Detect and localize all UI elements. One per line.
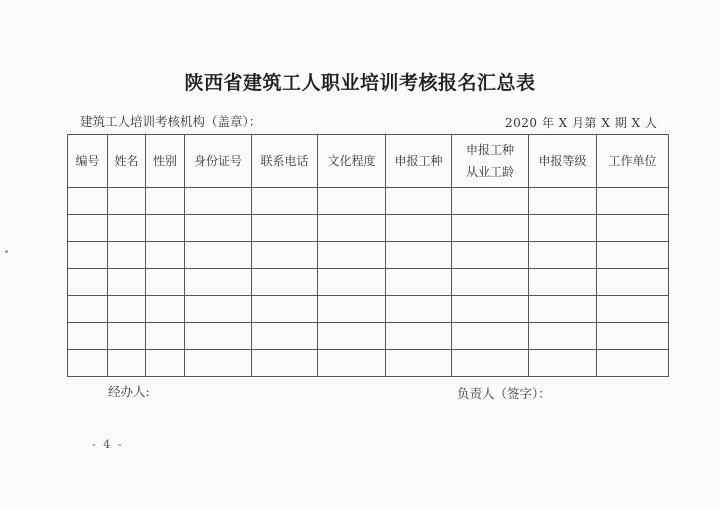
- table-cell[interactable]: [252, 215, 318, 242]
- table-cell[interactable]: [386, 269, 452, 296]
- table-row: [68, 323, 669, 350]
- table-cell[interactable]: [597, 296, 669, 323]
- table-cell[interactable]: [252, 242, 318, 269]
- handler-signature-label: 经办人:: [108, 384, 150, 399]
- table-cell[interactable]: [252, 296, 318, 323]
- table-header-row: [68, 135, 669, 188]
- table-cell[interactable]: [386, 323, 452, 350]
- table-cell[interactable]: [108, 296, 146, 323]
- issue-info: 2020 年 X 月第 X 期 X 人: [505, 116, 658, 130]
- scan-speck: [5, 250, 8, 253]
- table-cell[interactable]: [146, 242, 185, 269]
- table-cell[interactable]: [452, 323, 529, 350]
- table-cell[interactable]: [146, 269, 185, 296]
- table-cell[interactable]: [597, 269, 669, 296]
- table-cell[interactable]: [452, 242, 529, 269]
- table-cell[interactable]: [597, 242, 669, 269]
- table-cell[interactable]: [386, 215, 452, 242]
- table-cell[interactable]: [386, 350, 452, 377]
- header-cell-education: 文化程度: [318, 135, 386, 188]
- table-cell[interactable]: [318, 350, 386, 377]
- table-cell[interactable]: [146, 188, 185, 215]
- table-cell[interactable]: [68, 188, 108, 215]
- table-cell[interactable]: [185, 323, 252, 350]
- table-cell[interactable]: [529, 242, 597, 269]
- table-cell[interactable]: [108, 215, 146, 242]
- training-org-label: 建筑工人培训考核机构（盖章）：: [80, 114, 262, 129]
- table-cell[interactable]: [529, 269, 597, 296]
- table-cell[interactable]: [452, 350, 529, 377]
- table-cell[interactable]: [146, 296, 185, 323]
- table-cell[interactable]: [108, 188, 146, 215]
- table-cell[interactable]: [597, 215, 669, 242]
- table-cell[interactable]: [252, 323, 318, 350]
- table-cell[interactable]: [185, 296, 252, 323]
- table-cell[interactable]: [529, 215, 597, 242]
- table-cell[interactable]: [318, 215, 386, 242]
- table-cell[interactable]: [452, 296, 529, 323]
- table-cell[interactable]: [185, 350, 252, 377]
- table-cell[interactable]: [146, 350, 185, 377]
- table-cell[interactable]: [597, 323, 669, 350]
- table-cell[interactable]: [185, 188, 252, 215]
- table-cell[interactable]: [68, 215, 108, 242]
- table-cell[interactable]: [146, 215, 185, 242]
- table-cell[interactable]: [318, 323, 386, 350]
- table-cell[interactable]: [108, 242, 146, 269]
- page-number: - 4 -: [92, 438, 124, 451]
- header-cell-name: 姓名: [108, 135, 146, 188]
- table-cell[interactable]: [252, 188, 318, 215]
- table-cell[interactable]: [386, 296, 452, 323]
- table-cell[interactable]: [318, 296, 386, 323]
- table-row: [68, 350, 669, 377]
- header-cell-employer: 工作单位: [597, 135, 669, 188]
- table-row: [68, 188, 669, 215]
- table-cell[interactable]: [452, 269, 529, 296]
- header-cell-gender: 性别: [146, 135, 185, 188]
- table-cell[interactable]: [68, 296, 108, 323]
- table-cell[interactable]: [68, 242, 108, 269]
- table-cell[interactable]: [108, 269, 146, 296]
- table-cell[interactable]: [597, 350, 669, 377]
- table-row: [68, 242, 669, 269]
- table-row: [68, 269, 669, 296]
- table-row: [68, 296, 669, 323]
- table-cell[interactable]: [452, 215, 529, 242]
- table-cell[interactable]: [386, 188, 452, 215]
- table-cell[interactable]: [318, 269, 386, 296]
- table-cell[interactable]: [185, 269, 252, 296]
- responsible-signature-label: 负责人（签字）：: [457, 386, 551, 401]
- header-cell-phone: 联系电话: [252, 135, 318, 188]
- table-cell[interactable]: [68, 269, 108, 296]
- table-cell[interactable]: [529, 188, 597, 215]
- table-cell[interactable]: [529, 350, 597, 377]
- header-cell-number: 编号: [68, 135, 108, 188]
- header-cell-trade: 申报工种: [386, 135, 452, 188]
- table-cell[interactable]: [252, 269, 318, 296]
- table-cell[interactable]: [529, 296, 597, 323]
- header-cell-id-number: 身份证号: [185, 135, 252, 188]
- table-cell[interactable]: [318, 188, 386, 215]
- table-cell[interactable]: [108, 350, 146, 377]
- header-cell-trade-seniority: 申报工种 从业工龄: [452, 135, 529, 188]
- header-cell-level: 申报等级: [529, 135, 597, 188]
- table-cell[interactable]: [529, 323, 597, 350]
- table-cell[interactable]: [185, 242, 252, 269]
- table-cell[interactable]: [252, 350, 318, 377]
- table-cell[interactable]: [108, 323, 146, 350]
- table-cell[interactable]: [146, 323, 185, 350]
- table-cell[interactable]: [386, 242, 452, 269]
- table-cell[interactable]: [68, 323, 108, 350]
- table-cell[interactable]: [68, 350, 108, 377]
- table-cell[interactable]: [185, 215, 252, 242]
- registration-table: [67, 134, 669, 377]
- table-cell[interactable]: [452, 188, 529, 215]
- table-cell[interactable]: [597, 188, 669, 215]
- table-row: [68, 215, 669, 242]
- page-title: 陕西省建筑工人职业培训考核报名汇总表: [184, 72, 536, 94]
- table-cell[interactable]: [318, 242, 386, 269]
